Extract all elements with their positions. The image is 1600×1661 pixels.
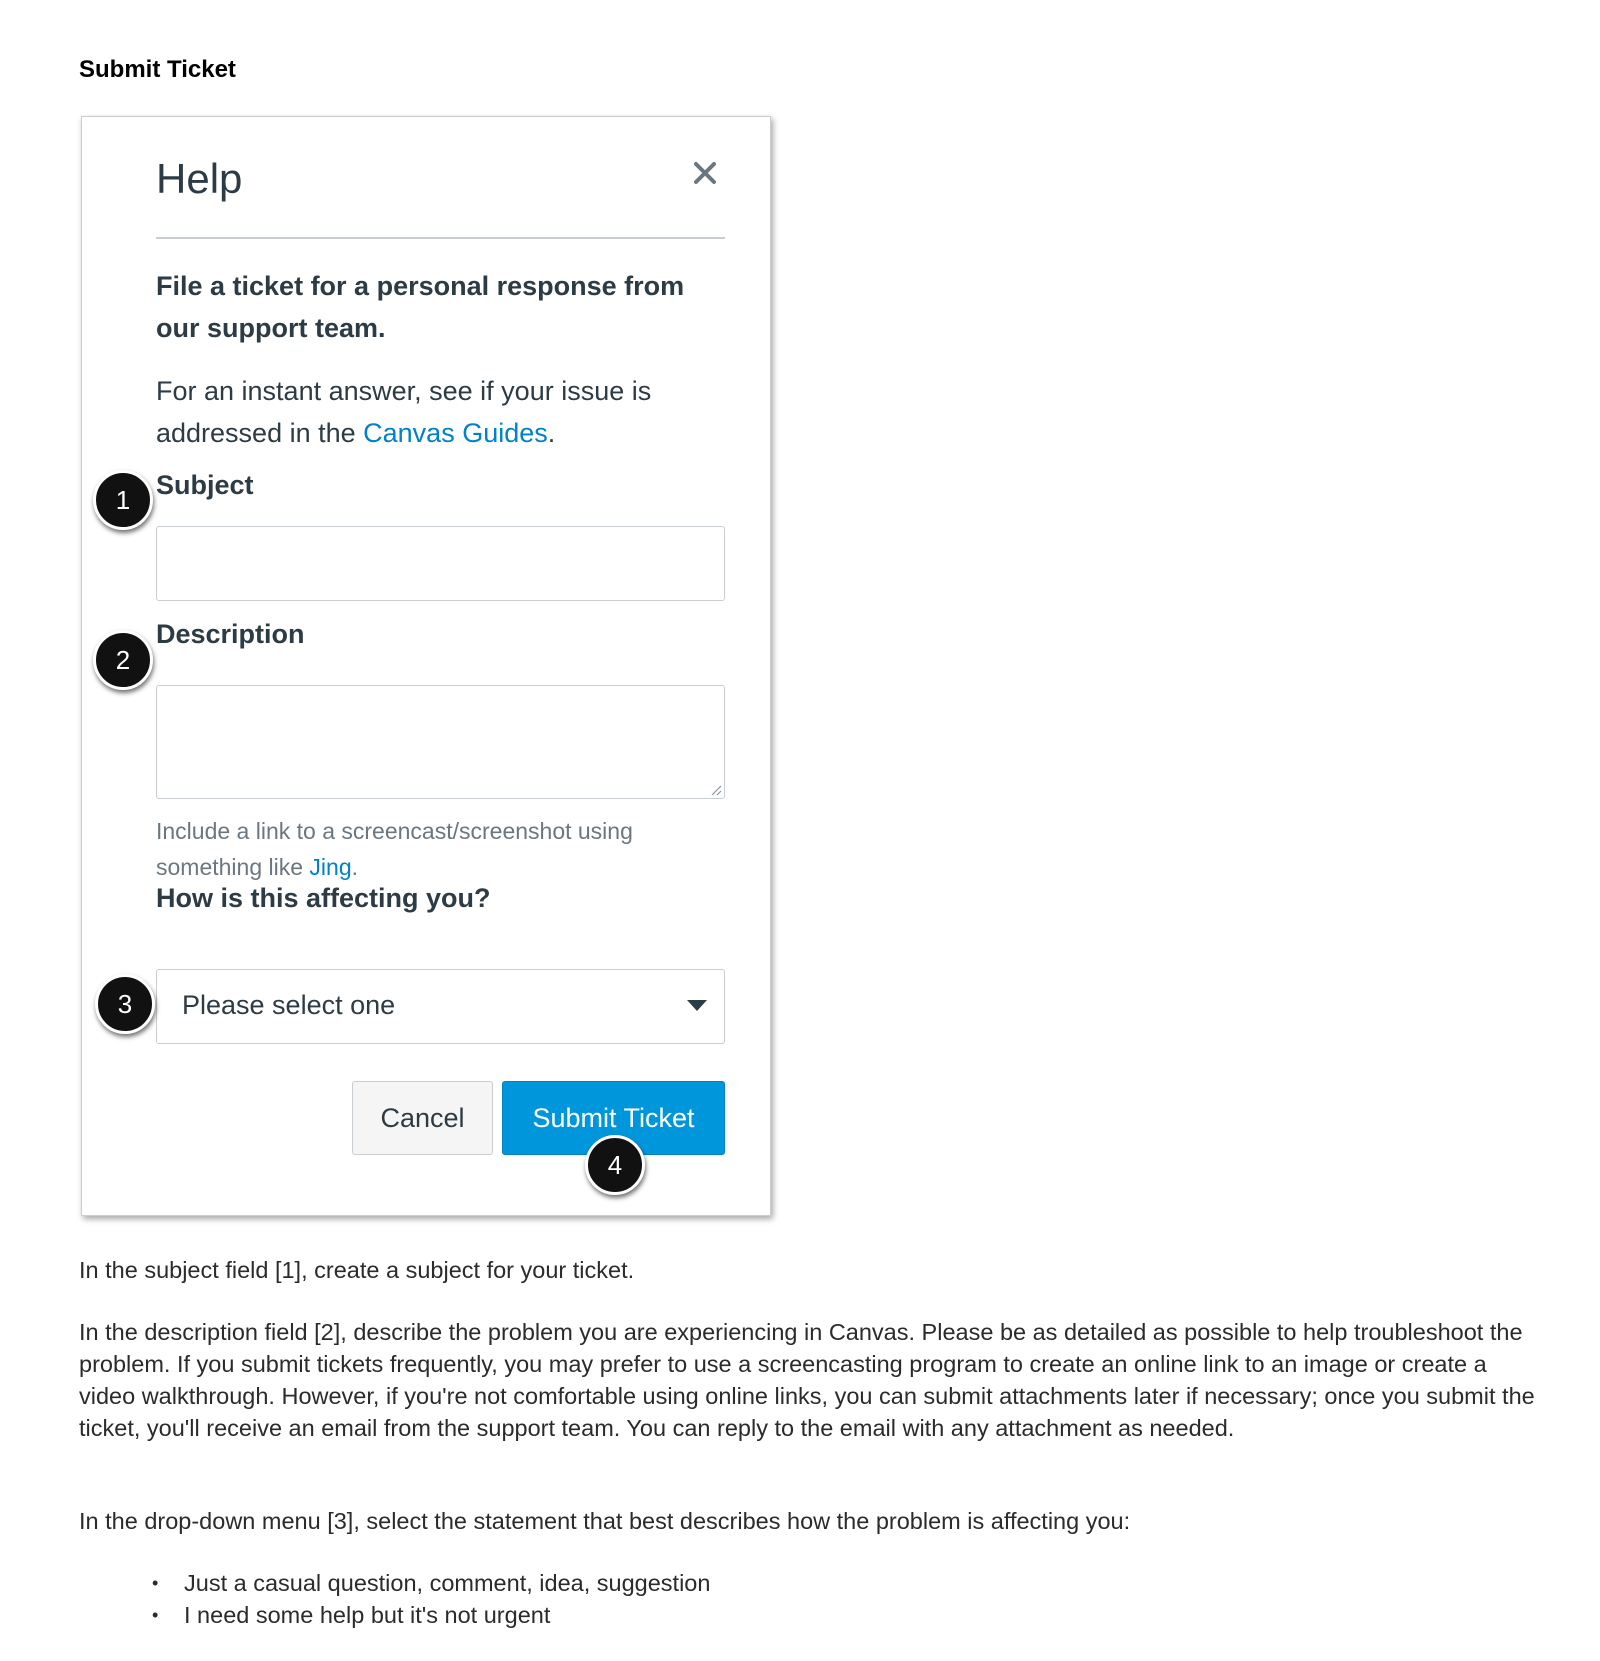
ticket-lead-text: File a ticket for a personal response from our support team. [156,271,685,343]
close-icon [693,161,717,185]
hint-suffix: . [351,854,359,880]
instant-answer-text [156,370,726,454]
list-item: • Just a casual question, comment, idea, suggestion [152,1567,710,1599]
page-heading: Submit Ticket [79,56,236,83]
header-divider [156,237,725,239]
resize-grip-icon[interactable] [708,782,722,796]
callout-4: 4 [585,1135,645,1195]
subject-input[interactable] [156,526,725,601]
instruction-description: In the description field [2], describe the problem you are experiencing in Canvas. Please be as detailed as possible to help troubleshoot the problem. If you submit tickets frequently, you may prefer to use a screencasting program to create an online link to an image or create a video walkthrough. However, if you're not comfortable using online links, you can submit attachments later if necessary; once you submit the ticket, you'll receive an email from the support team. You can reply to the email with any attachment as needed. [79,1319,1535,1441]
instant-answer-prefix: For an instant answer, see if your issue is addressed in the [156,376,652,448]
instruction-dropdown: In the drop-down menu [3], select the statement that best describes how the problem is affecting you: [79,1508,1131,1534]
close-button[interactable] [687,155,723,191]
chevron-down-icon [687,1000,707,1012]
list-item: • I need some help but it's not urgent [152,1599,710,1631]
dialog-title: Help [156,155,243,202]
subject-label: Subject [156,470,254,500]
impact-options-list [152,1567,710,1631]
instruction-subject: In the subject field [1], create a subject for your ticket. [79,1257,635,1283]
help-dialog [81,116,771,1216]
canvas-guides-link[interactable]: Canvas Guides [363,418,548,448]
callout-1: 1 [93,470,153,530]
callout-2: 2 [93,630,153,690]
instant-answer-suffix: . [547,418,556,448]
impact-label: How is this affecting you? [156,883,491,913]
impact-select[interactable] [156,969,725,1044]
jing-link[interactable]: Jing [309,854,352,880]
impact-selected-value: Please select one [182,990,396,1020]
screencast-hint [156,813,726,885]
description-label: Description [156,619,305,649]
cancel-button[interactable]: Cancel [352,1081,493,1155]
description-textarea[interactable] [156,685,725,799]
submit-ticket-button[interactable]: Submit Ticket [502,1081,725,1155]
hint-prefix: Include a link to a screencast/screenshot using something like [156,818,633,880]
callout-3: 3 [95,974,155,1034]
